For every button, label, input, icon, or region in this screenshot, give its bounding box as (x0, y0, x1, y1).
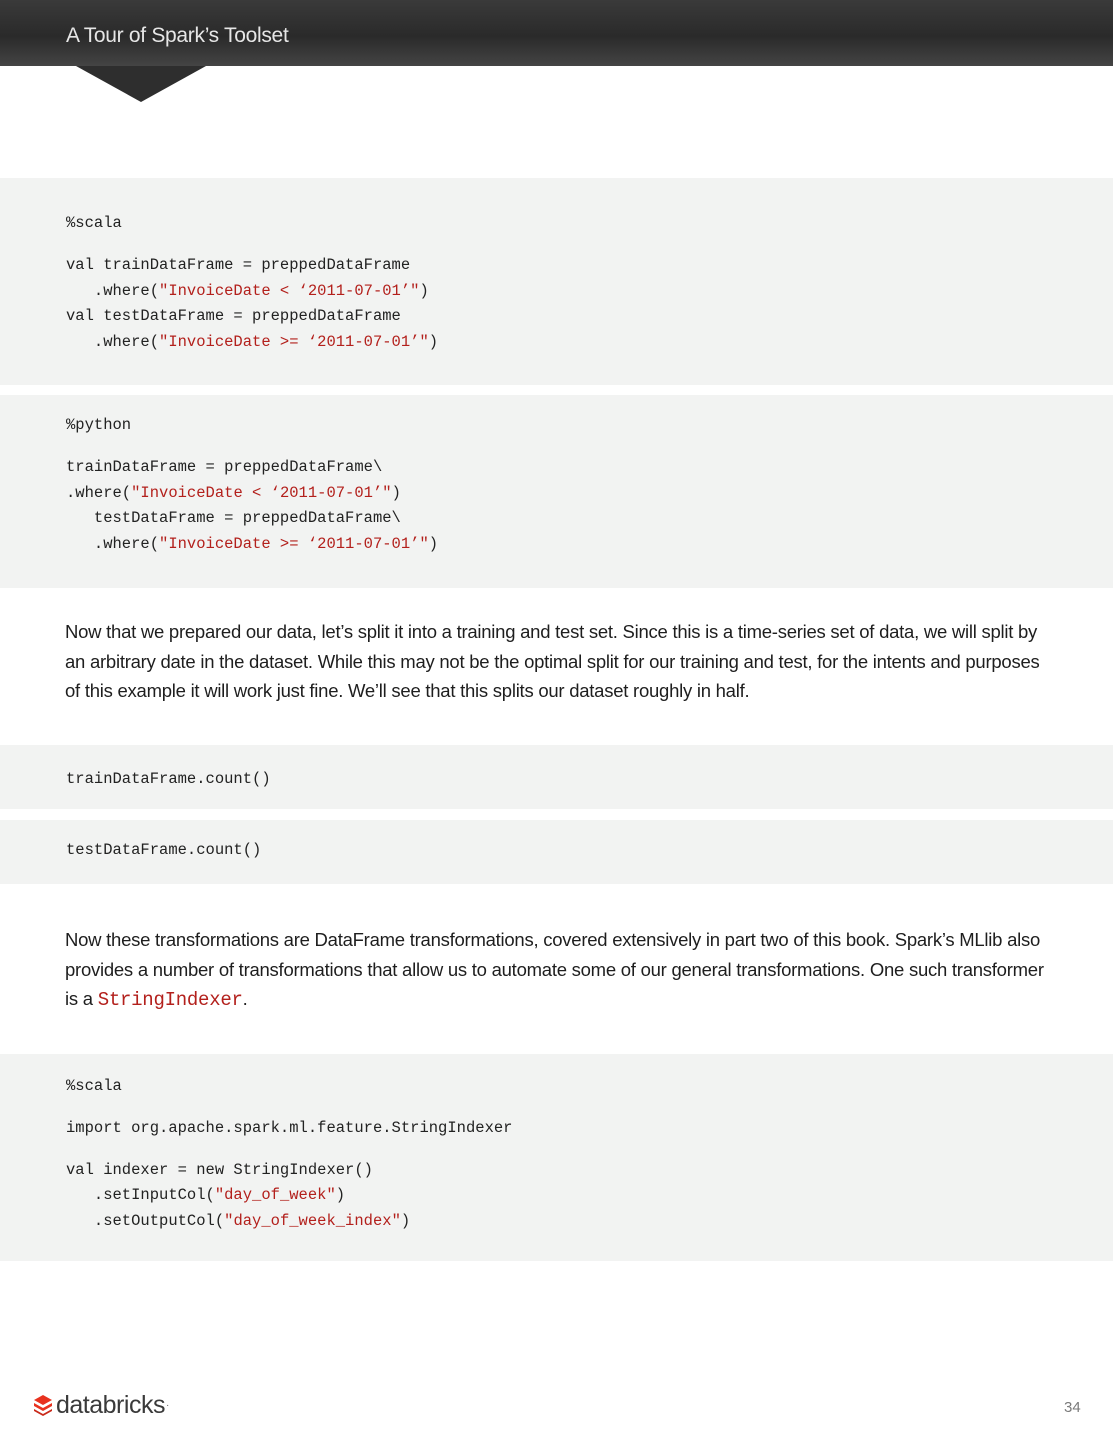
code-line: .setInputCol("day_of_week") (66, 1186, 346, 1204)
code-string: "InvoiceDate >= ‘2011-07-01’" (159, 535, 429, 553)
code-string: "InvoiceDate < ‘2011-07-01’" (131, 484, 392, 502)
code-line: .setOutputCol("day_of_week_index") (66, 1212, 411, 1230)
code-line: testDataFrame = preppedDataFrame\ (66, 509, 401, 527)
code-line: val testDataFrame = preppedDataFrame (66, 307, 401, 325)
code-line: .where("InvoiceDate < ‘2011-07-01’") (66, 484, 401, 502)
code-string: "day_of_week_index" (224, 1212, 401, 1230)
code-line: import org.apache.spark.ml.feature.StringIndexer (66, 1119, 513, 1137)
header-notch (76, 66, 206, 102)
logo-text: databricks (56, 1390, 165, 1419)
databricks-stack-icon (33, 1394, 53, 1416)
page-number: 34 (1064, 1399, 1081, 1416)
header-banner (0, 0, 1113, 66)
code-line: .where("InvoiceDate >= ‘2011-07-01’") (66, 535, 439, 553)
code-block-scala-split (0, 178, 1113, 385)
code-block-train-count (0, 745, 1113, 809)
databricks-logo (33, 1392, 169, 1418)
code-block-python-split (0, 395, 1113, 588)
code-block-test-count (0, 820, 1113, 884)
body-paragraph: Now these transformations are DataFrame transformations, covered extensively in part two of this book. Spark’s MLlib also provides a number of transformations that allow us to automate some of our general transformations. One such transformer is a StringIndexer. (65, 929, 1044, 1011)
code-line: trainDataFrame = preppedDataFrame\ (66, 458, 383, 476)
code-string: "InvoiceDate < ‘2011-07-01’" (159, 282, 420, 300)
code-line: trainDataFrame.count() (66, 770, 271, 788)
chapter-title: A Tour of Spark’s Toolset (66, 24, 289, 47)
code-lang-label: %scala (66, 1077, 122, 1095)
code-lang-label: %python (66, 416, 132, 434)
code-string: "InvoiceDate >= ‘2011-07-01’" (159, 333, 429, 351)
code-block-string-indexer (0, 1054, 1113, 1261)
body-paragraph: Now that we prepared our data, let’s split it into a training and test set. Since this is a time-series set of data, we will split by an arbitrary date in the dataset. While this may not be the optimal split for our training and test, for the intents and purposes of this example it will work just fine. We’ll see that this splits our dataset roughly in half. (65, 621, 1040, 701)
code-line: val trainDataFrame = preppedDataFrame (66, 256, 411, 274)
trademark-mark: · (165, 1399, 170, 1411)
code-line: .where("InvoiceDate >= ‘2011-07-01’") (66, 333, 439, 351)
inline-code: StringIndexer (97, 989, 243, 1011)
code-line: .where("InvoiceDate < ‘2011-07-01’") (66, 282, 429, 300)
code-lang-label: %scala (66, 214, 122, 232)
code-line: testDataFrame.count() (66, 841, 262, 859)
code-line: val indexer = new StringIndexer() (66, 1161, 373, 1179)
code-string: "day_of_week" (214, 1186, 336, 1204)
